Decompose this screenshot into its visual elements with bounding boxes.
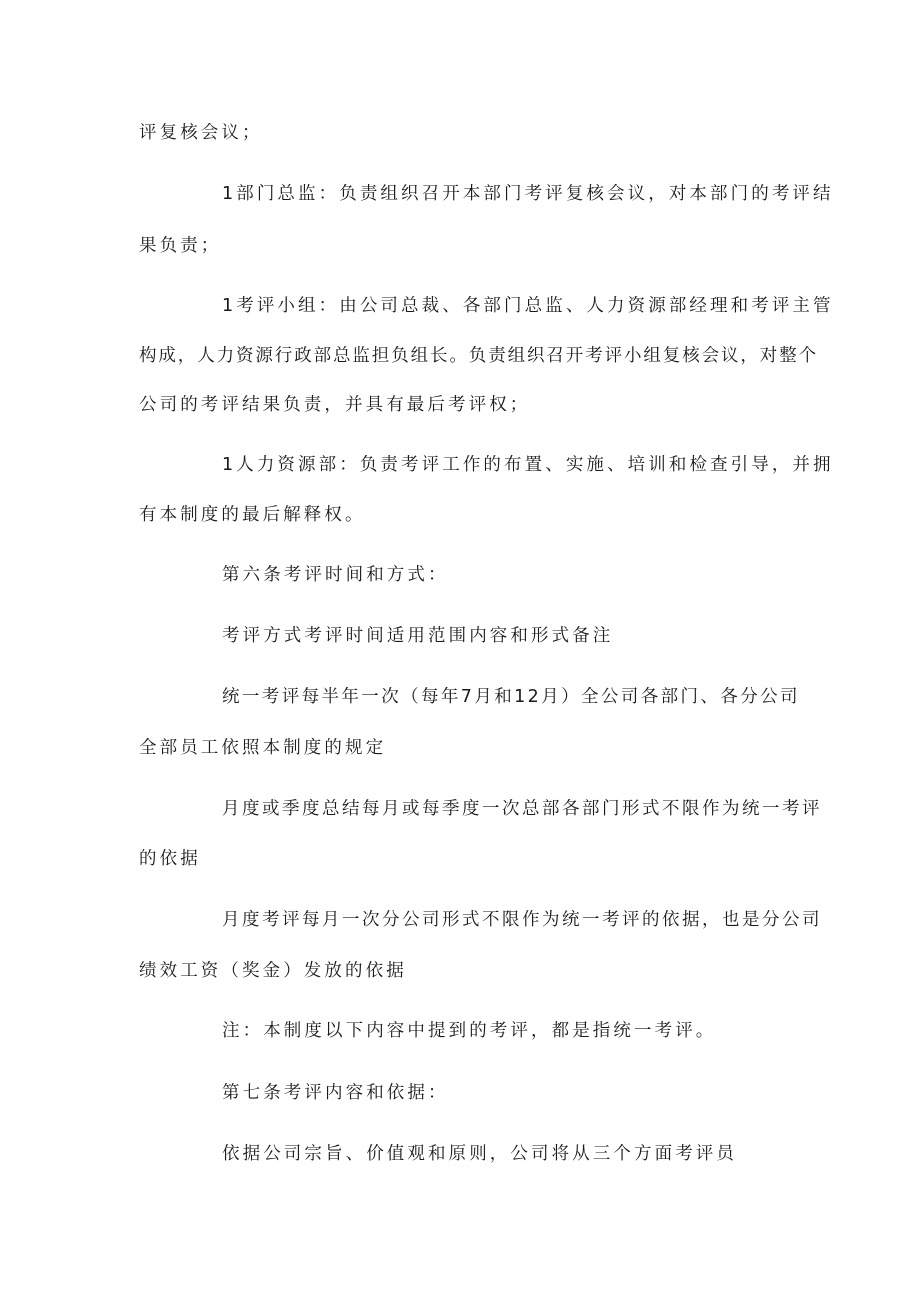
- text-line: 月度考评每月一次分公司形式不限作为统一考评的依据，也是分公司: [222, 910, 822, 930]
- text-line: 统一考评每半年一次（每年7月和12月）全公司各部门、各分公司: [222, 687, 800, 707]
- text-line: 有本制度的最后解释权。: [139, 505, 366, 525]
- text-line: 绩效工资（奖金）发放的依据: [139, 961, 407, 981]
- text-line: 1人力资源部：负责考评工作的布置、实施、培训和检查引导，并拥: [222, 455, 834, 475]
- text-line: 评复核会议；: [139, 123, 263, 143]
- text-line: 第六条考评时间和方式：: [222, 565, 449, 585]
- text-line: 的依据: [139, 849, 201, 869]
- text-line: 1部门总监：负责组织召开本部门考评复核会议，对本部门的考评结: [222, 184, 834, 204]
- text-line: 第七条考评内容和依据：: [222, 1083, 449, 1103]
- text-line: 全部员工依照本制度的规定: [139, 738, 387, 758]
- text-line: 考评方式考评时间适用范围内容和形式备注: [222, 626, 614, 646]
- text-line: 公司的考评结果负责，并具有最后考评权；: [139, 395, 531, 415]
- text-line: 月度或季度总结每月或每季度一次总部各部门形式不限作为统一考评: [222, 799, 822, 819]
- text-line: 1考评小组：由公司总裁、各部门总监、人力资源部经理和考评主管: [222, 296, 834, 316]
- text-line: 依据公司宗旨、价值观和原则，公司将从三个方面考评员: [222, 1144, 737, 1164]
- text-line: 注：本制度以下内容中提到的考评，都是指统一考评。: [222, 1021, 717, 1041]
- text-line: 构成，人力资源行政部总监担负组长。负责组织召开考评小组复核会议，对整个: [139, 346, 818, 366]
- text-line: 果负责；: [139, 236, 222, 256]
